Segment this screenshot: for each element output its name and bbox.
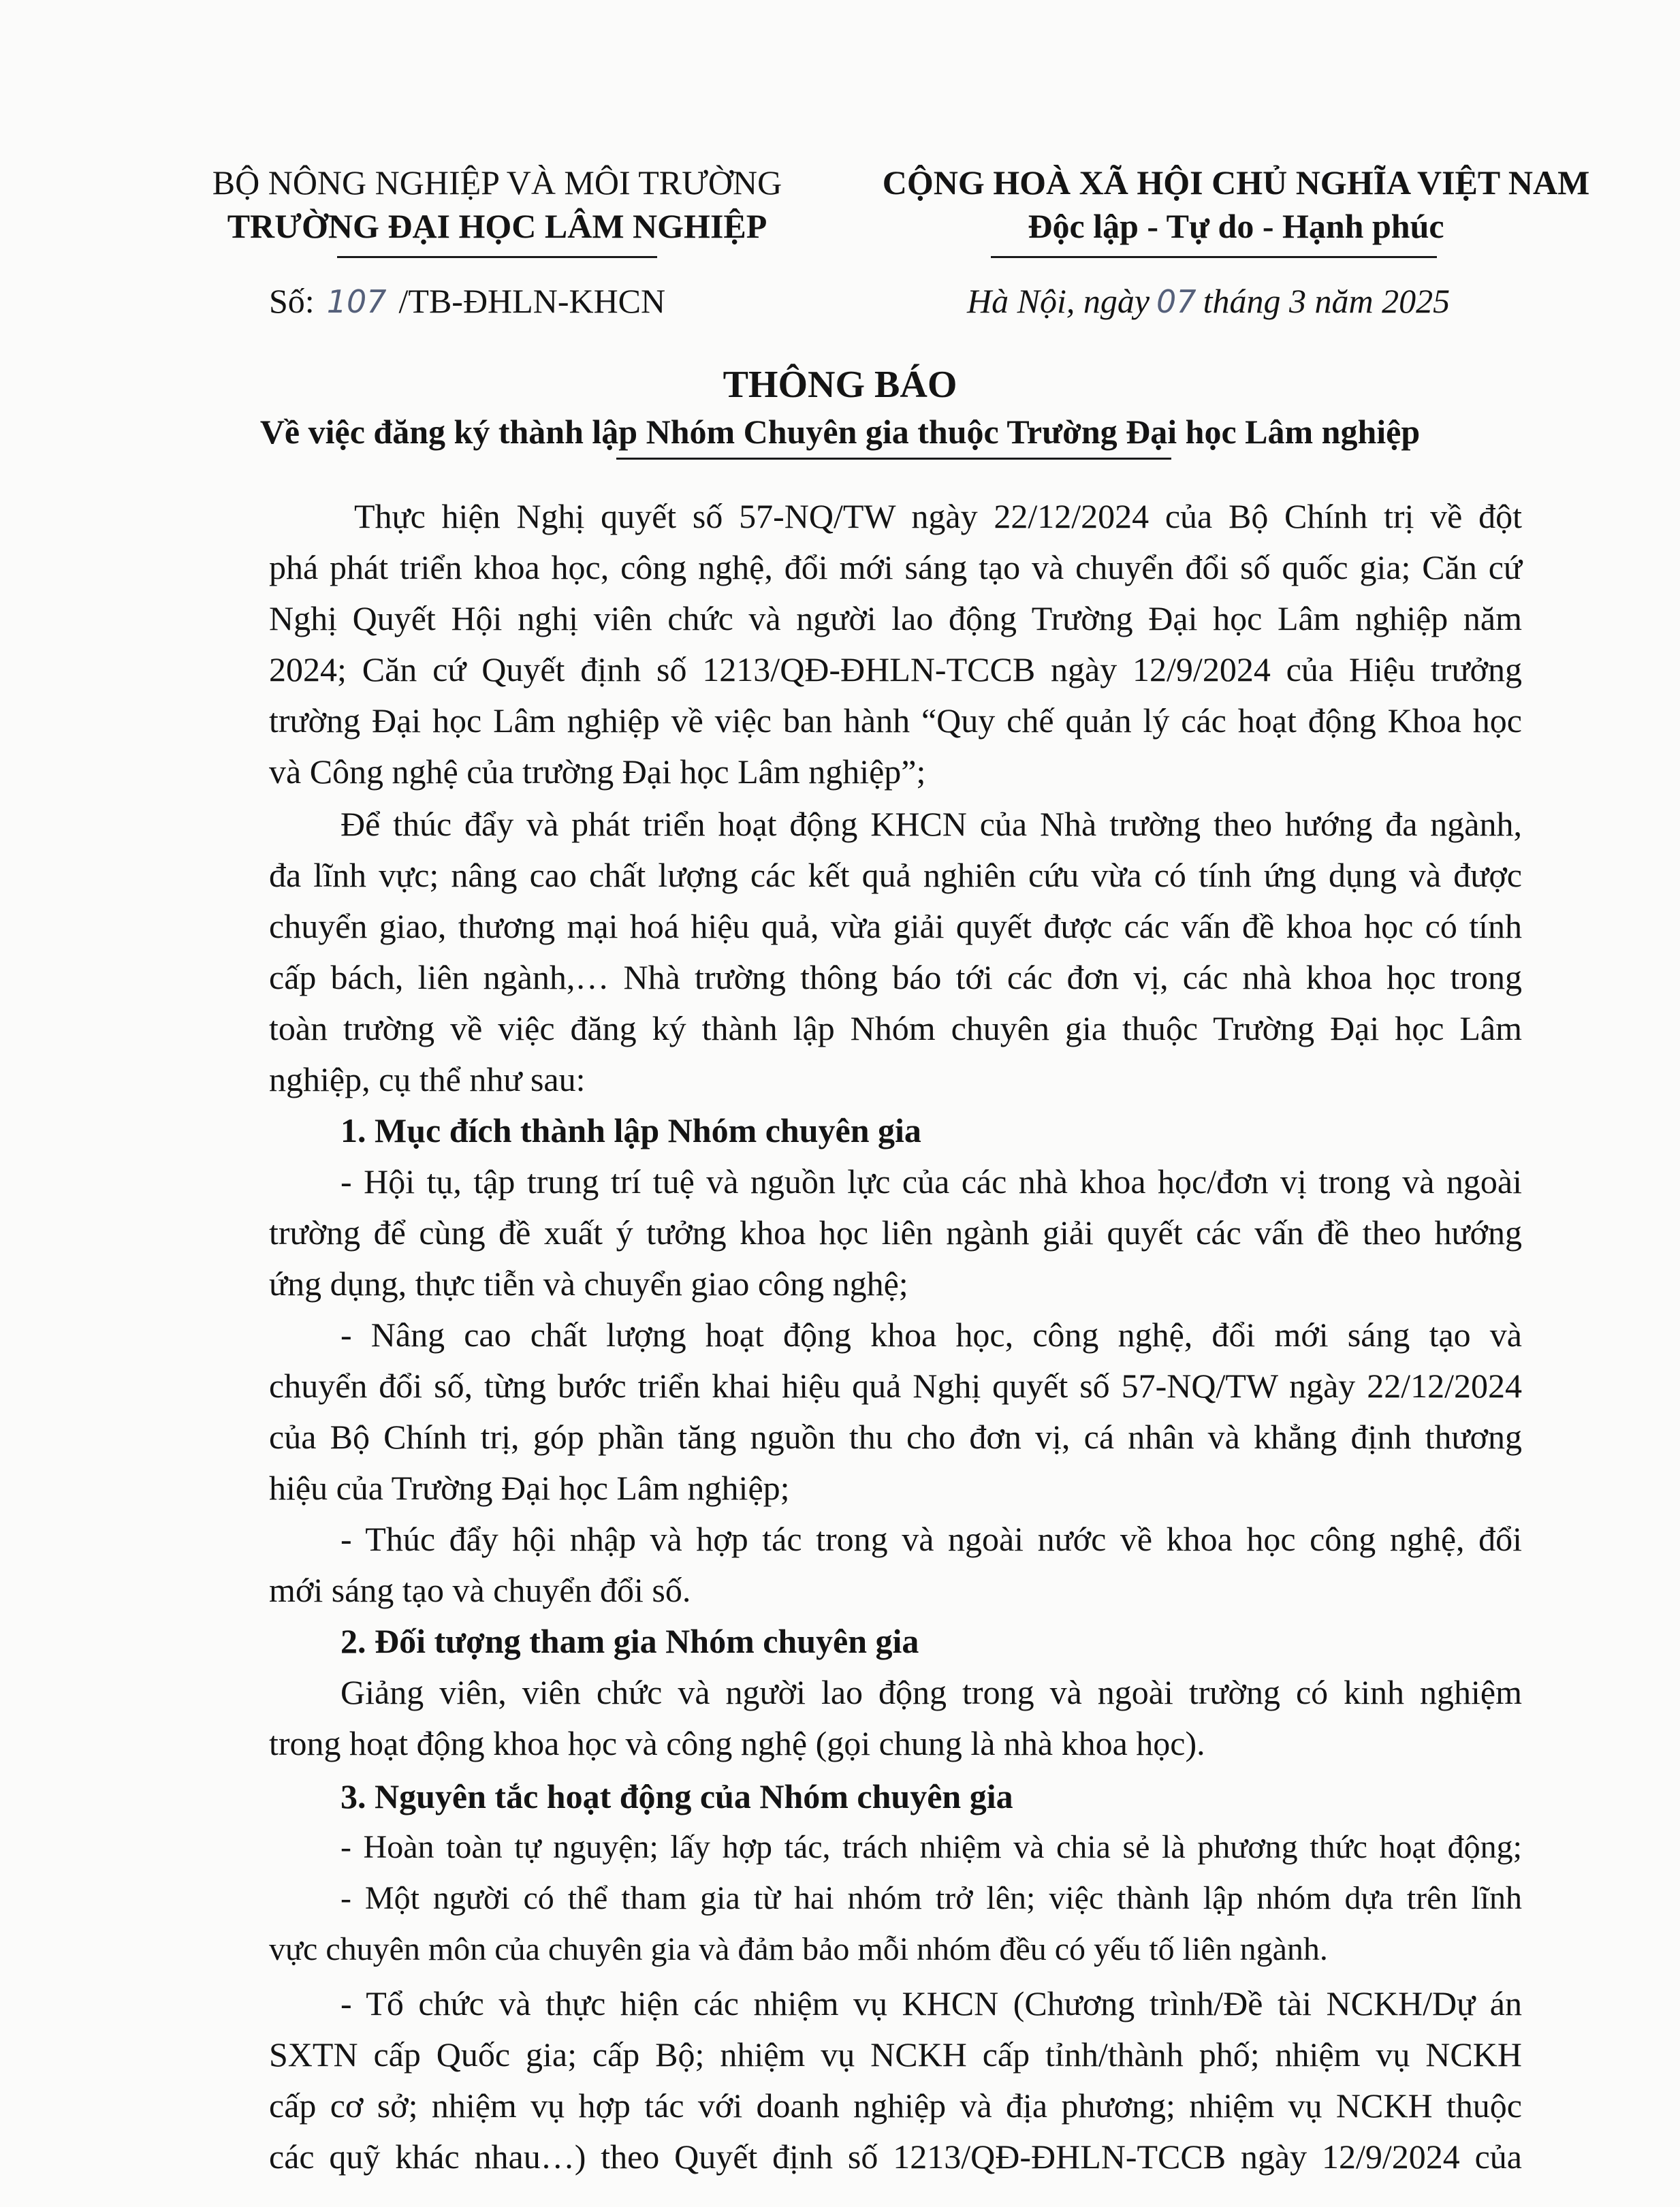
section-heading-3: 3. Nguyên tắc hoạt động của Nhóm chuyên gia <box>340 1777 1013 1815</box>
body-line: các quỹ khác nhau…) theo Quyết định số 1213/QĐ-ĐHLN-TCCB ngày 12/9/2024 của <box>269 2138 1522 2176</box>
ministry-name: BỘ NÔNG NGHIỆP VÀ MÔI TRƯỜNG <box>212 163 782 202</box>
body-line: trường Đại học Lâm nghiệp về việc ban hành “Quy chế quản lý các hoạt động Khoa học <box>269 701 1522 740</box>
body-line: chuyển đổi số, từng bước triển khai hiệu quả Nghị quyết số 57-NQ/TW ngày 22/12/2024 <box>269 1367 1522 1405</box>
issuing-authority <box>170 161 824 248</box>
body-line: đa lĩnh vực; nâng cao chất lượng các kết quả nghiên cứu vừa có tính ứng dụng và được <box>269 856 1522 894</box>
body-line: nghiệp, cụ thể như sau: <box>269 1060 586 1098</box>
university-name: TRƯỜNG ĐẠI HỌC LÂM NGHIỆP <box>227 207 767 245</box>
body-line: Giảng viên, viên chức và người lao động trong và ngoài trường có kinh nghiệm <box>340 1673 1522 1711</box>
body-line: SXTN cấp Quốc gia; cấp Bộ; nhiệm vụ NCKH cấp tỉnh/thành phố; nhiệm vụ NCKH <box>269 2035 1522 2074</box>
section-heading-2: 2. Đối tượng tham gia Nhóm chuyên gia <box>340 1622 919 1660</box>
document-title: THÔNG BÁO <box>723 364 957 406</box>
body-line: vực chuyên môn của chuyên gia và đảm bảo mỗi nhóm đều có yếu tố liên ngành. <box>269 1931 1328 1967</box>
document-subtitle: Về việc đăng ký thành lập Nhóm Chuyên gia thuộc Trường Đại học Lâm nghiệp <box>259 413 1421 451</box>
number-label: Số: <box>269 282 315 320</box>
body-line: cấp cơ sở; nhiệm vụ hợp tác với doanh nghiệp và địa phương; nhiệm vụ NCKH thuộc <box>269 2086 1522 2125</box>
section-heading-1: 1. Mục đích thành lập Nhóm chuyên gia <box>340 1111 921 1149</box>
body-line: hiệu của Trường Đại học Lâm nghiệp; <box>269 1469 790 1507</box>
body-line: - Hoàn toàn tự nguyện; lấy hợp tác, trách nhiệm và chia sẻ là phương thức hoạt động; <box>340 1829 1522 1865</box>
body-line: Để thúc đẩy và phát triển hoạt động KHCN của Nhà trường theo hướng đa ngành, <box>340 805 1522 843</box>
body-line: - Hội tụ, tập trung trí tuệ và nguồn lực của các nhà khoa học/đơn vị trong và ngoài <box>340 1162 1522 1201</box>
body-line: chuyển giao, thương mại hoá hiệu quả, vừa giải quyết được các vấn đề khoa học có tính <box>269 907 1522 945</box>
subtitle-underline <box>616 458 1171 460</box>
body-line: toàn trường về việc đăng ký thành lập Nhóm chuyên gia thuộc Trường Đại học Lâm <box>269 1009 1522 1047</box>
body-line: Nghị Quyết Hội nghị viên chức và người lao động Trường Đại học Lâm nghiệp năm <box>269 599 1522 637</box>
date-prefix: Hà Nội, ngày <box>967 282 1150 320</box>
body-line: - Một người có thể tham gia từ hai nhóm trở lên; việc thành lập nhóm dựa trên lĩnh <box>340 1880 1522 1916</box>
body-line: trong hoạt động khoa học và công nghệ (gọi chung là nhà khoa học). <box>269 1724 1205 1762</box>
body-line: cấp bách, liên ngành,… Nhà trường thông báo tới các đơn vị, các nhà khoa học trong <box>269 958 1522 996</box>
republic-name: CỘNG HOÀ XÃ HỘI CHỦ NGHĨA VIỆT NAM <box>882 163 1590 202</box>
document-date <box>967 279 1450 323</box>
authority-underline <box>337 256 657 258</box>
body-line: phá phát triển khoa học, công nghệ, đổi mới sáng tạo và chuyển đổi số quốc gia; Căn cứ <box>269 548 1522 586</box>
handwritten-number: 107 <box>326 283 387 320</box>
motto-underline <box>991 256 1437 258</box>
number-suffix: /TB-ĐHLN-KHCN <box>398 282 666 320</box>
body-line: - Tổ chức và thực hiện các nhiệm vụ KHCN (Chương trình/Đề tài NCKH/Dự án <box>340 1984 1522 2022</box>
document-number <box>269 279 665 323</box>
national-motto: Độc lập - Tự do - Hạnh phúc <box>1028 207 1444 245</box>
body-line: - Thúc đẩy hội nhập và hợp tác trong và ngoài nước về khoa học công nghệ, đổi <box>340 1520 1522 1558</box>
national-heading <box>844 161 1628 248</box>
body-line: - Nâng cao chất lượng hoạt động khoa học, công nghệ, đổi mới sáng tạo và <box>340 1316 1522 1354</box>
body-line: của Bộ Chính trị, góp phần tăng nguồn thu cho đơn vị, cá nhân và khẳng định thương <box>269 1418 1522 1456</box>
body-line: trường để cùng đề xuất ý tưởng khoa học liên ngành giải quyết các vấn đề theo hướng <box>269 1213 1522 1252</box>
body-line: ứng dụng, thực tiễn và chuyển giao công nghệ; <box>269 1265 908 1303</box>
date-suffix: tháng 3 năm 2025 <box>1203 282 1451 320</box>
body-line: 2024; Căn cứ Quyết định số 1213/QĐ-ĐHLN-TCCB ngày 12/9/2024 của Hiệu trưởng <box>269 650 1522 688</box>
handwritten-day: 07 <box>1156 283 1196 320</box>
body-line: mới sáng tạo và chuyển đổi số. <box>269 1571 691 1609</box>
body-line: và Công nghệ của trường Đại học Lâm nghiệp”; <box>269 752 926 791</box>
body-line: Thực hiện Nghị quyết số 57-NQ/TW ngày 22/12/2024 của Bộ Chính trị về đột <box>354 497 1522 535</box>
